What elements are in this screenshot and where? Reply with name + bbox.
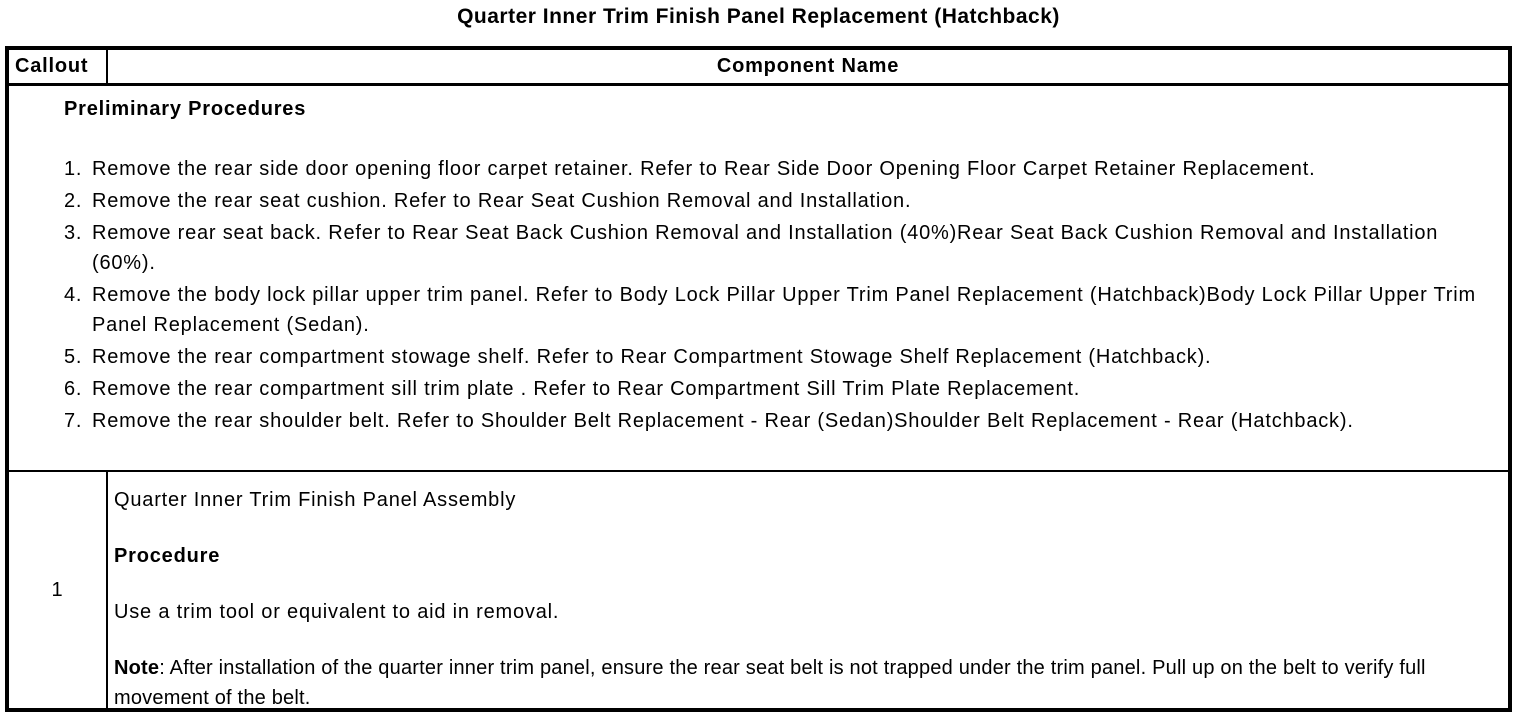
step-number: 3. bbox=[64, 222, 83, 244]
page-title: Quarter Inner Trim Finish Panel Replacement (Hatchback) bbox=[457, 5, 1060, 28]
step-number: 4. bbox=[64, 284, 83, 306]
header-component-label: Component Name bbox=[716, 55, 900, 77]
preliminary-step bbox=[64, 218, 1488, 278]
component-cell bbox=[108, 472, 1508, 708]
procedure-text: Use a trim tool or equivalent to aid in removal. bbox=[114, 601, 560, 623]
step-text: Remove the rear compartment stowage shelf. Refer to Rear Compartment Stowage Shelf Replacement (Hatchback). bbox=[92, 346, 1212, 368]
preliminary-step bbox=[64, 186, 1488, 216]
preliminary-step bbox=[64, 374, 1488, 404]
table-header-row bbox=[9, 50, 1508, 86]
preliminary-step bbox=[64, 406, 1488, 436]
callout-value: 1 bbox=[51, 578, 64, 601]
callout-row bbox=[9, 472, 1508, 708]
component-table bbox=[5, 46, 1512, 712]
step-text: Remove the body lock pillar upper trim panel. Refer to Body Lock Pillar Upper Trim Panel Replacement (Hatchback)Body Lock Pillar Upper Trim Panel Replacement (Sedan). bbox=[92, 284, 1476, 336]
step-number: 2. bbox=[64, 190, 83, 212]
step-number: 5. bbox=[64, 346, 83, 368]
step-text: Remove the rear side door opening floor carpet retainer. Refer to Rear Side Door Opening Floor Carpet Retainer Replacement. bbox=[92, 158, 1316, 180]
note-paragraph bbox=[114, 653, 1508, 708]
note-label: Note bbox=[114, 657, 160, 679]
preliminary-step bbox=[64, 342, 1488, 372]
header-callout-label: Callout bbox=[15, 55, 89, 77]
preliminary-procedures-row bbox=[9, 86, 1508, 472]
step-text: Remove the rear seat cushion. Refer to Rear Seat Cushion Removal and Installation. bbox=[92, 190, 912, 212]
preliminary-heading: Preliminary Procedures bbox=[64, 98, 307, 120]
step-number: 1. bbox=[64, 158, 83, 180]
preliminary-steps-list bbox=[64, 154, 1488, 436]
step-text: Remove the rear shoulder belt. Refer to Shoulder Belt Replacement - Rear (Sedan)Shoulder Belt Replacement - Rear (Hatchback). bbox=[92, 410, 1354, 432]
header-callout-cell bbox=[9, 50, 108, 83]
header-component-cell bbox=[108, 50, 1508, 83]
preliminary-step bbox=[64, 154, 1488, 184]
callout-cell bbox=[9, 472, 108, 708]
step-number: 6. bbox=[64, 378, 83, 400]
procedure-heading: Procedure bbox=[114, 545, 221, 567]
step-number: 7. bbox=[64, 410, 83, 432]
component-title: Quarter Inner Trim Finish Panel Assembly bbox=[114, 489, 517, 511]
note-text: : After installation of the quarter inner trim panel, ensure the rear seat belt is not trapped under the trim panel. Pull up on the belt to verify full movement of the belt. bbox=[114, 657, 1426, 708]
step-text: Remove rear seat back. Refer to Rear Seat Back Cushion Removal and Installation (40%)Rear Seat Back Cushion Removal and Installation (60%). bbox=[92, 222, 1439, 274]
step-text: Remove the rear compartment sill trim plate . Refer to Rear Compartment Sill Trim Plate Replacement. bbox=[92, 378, 1081, 400]
preliminary-step bbox=[64, 280, 1488, 340]
